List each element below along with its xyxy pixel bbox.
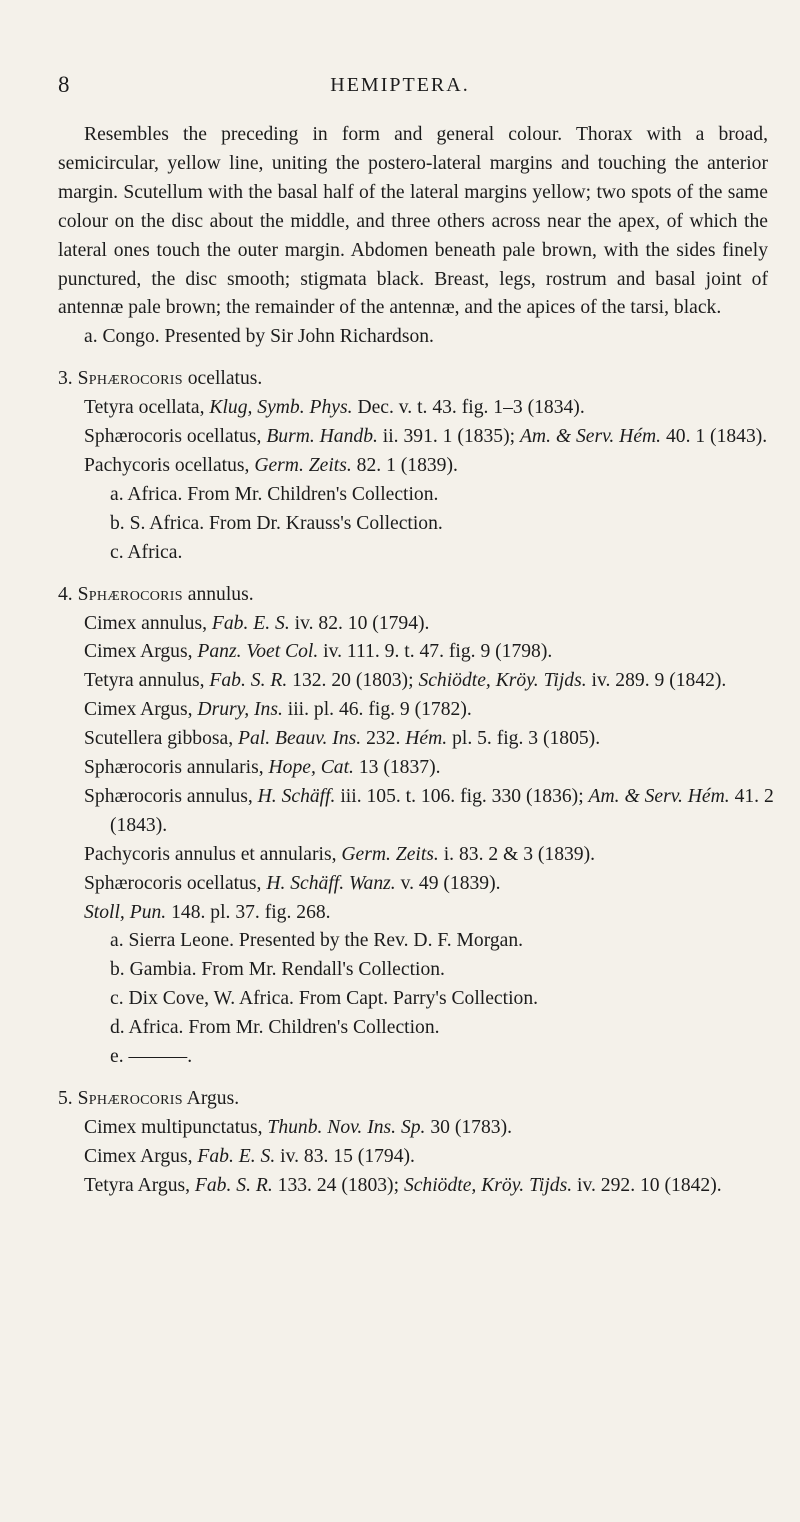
specimen-entry: c. Africa. [110,541,183,563]
species-heading: 4. Sphærocoris annulus. [58,583,254,605]
specimen-entry: c. Dix Cove, W. Africa. From Capt. Parry's Collection. [110,988,539,1010]
synonym-entry: Cimex annulus, Fab. E. S. iv. 82. 10 (1794). [84,612,430,634]
page-number: 8 [58,72,70,97]
species-heading: 3. Sphærocoris ocellatus. [58,368,263,390]
specimen-entry: a. Congo. Presented by Sir John Richardson. [84,326,434,348]
specimen-entry: b. Gambia. From Mr. Rendall's Collection. [110,959,445,981]
synonym-entry: Tetyra annulus, Fab. S. R. 132. 20 (1803); Schiödte, Kröy. Tijds. iv. 289. 9 (1842). [84,670,727,692]
synonym-entry: Sphærocoris ocellatus, Burm. Handb. ii. 391. 1 (1835); Am. & Serv. Hém. 40. 1 (1843). [84,426,768,448]
synonym-entry: Cimex Argus, Fab. E. S. iv. 83. 15 (1794). [84,1145,415,1167]
synonym-entry: Cimex Argus, Drury, Ins. iii. pl. 46. fig. 9 (1782). [84,699,472,721]
running-title: HEMIPTERA. [330,74,470,96]
specimen-entry: a. Africa. From Mr. Children's Collection. [110,483,439,505]
synonym-entry: Cimex multipunctatus, Thunb. Nov. Ins. Sp. 30 (1783). [84,1116,512,1138]
synonym-entry: Tetyra ocellata, Klug, Symb. Phys. Dec. v. t. 43. fig. 1–3 (1834). [84,397,585,419]
synonym-entry: Sphærocoris annularis, Hope, Cat. 13 (1837). [84,757,441,779]
synonym-entry: Sphærocoris annulus, H. Schäff. iii. 105. t. 106. fig. 330 (1836); Am. & Serv. Hém. 41. 2 (1843). [84,785,774,836]
synonym-entry: Stoll, Pun. 148. pl. 37. fig. 268. [84,901,331,923]
synonym-entry: Sphærocoris ocellatus, H. Schäff. Wanz. v. 49 (1839). [84,872,501,894]
species-description: Resembles the preceding in form and general colour. Thorax with a broad, semicircular, yellow line, uniting the postero-lateral margins and touching the anterior margin. Scutellum with the basal half of the lateral margins yellow; two spots of the same colour on the disc about the middle, and three others across near the apex, of which the lateral ones touch the outer margin. Abdomen beneath pale brown, with the sides finely punctured, the disc smooth; stigmata black. Breast, legs, rostrum and basal joint of antennæ pale brown; the remainder of the antennæ, and the apices of the tarsi, black. [58,124,768,319]
specimen-entry: b. S. Africa. From Dr. Krauss's Collection. [110,512,443,534]
synonym-entry: Tetyra Argus, Fab. S. R. 133. 24 (1803); Schiödte, Kröy. Tijds. iv. 292. 10 (1842). [84,1174,722,1196]
specimen-entry: a. Sierra Leone. Presented by the Rev. D. F. Morgan. [110,930,524,952]
page-header [0,72,800,102]
synonym-entry: Pachycoris ocellatus, Germ. Zeits. 82. 1 (1839). [84,454,458,476]
synonym-entry: Pachycoris annulus et annularis, Germ. Zeits. i. 83. 2 & 3 (1839). [84,843,596,865]
text-body [58,121,774,1201]
species-heading: 5. Sphærocoris Argus. [58,1088,240,1109]
specimen-entry: e. ———. [110,1046,193,1068]
synonym-entry: Cimex Argus, Panz. Voet Col. iv. 111. 9. t. 47. fig. 9 (1798). [84,641,553,663]
specimen-entry: d. Africa. From Mr. Children's Collection. [110,1017,440,1039]
synonym-entry: Scutellera gibbosa, Pal. Beauv. Ins. 232. Hém. pl. 5. fig. 3 (1805). [84,728,601,750]
